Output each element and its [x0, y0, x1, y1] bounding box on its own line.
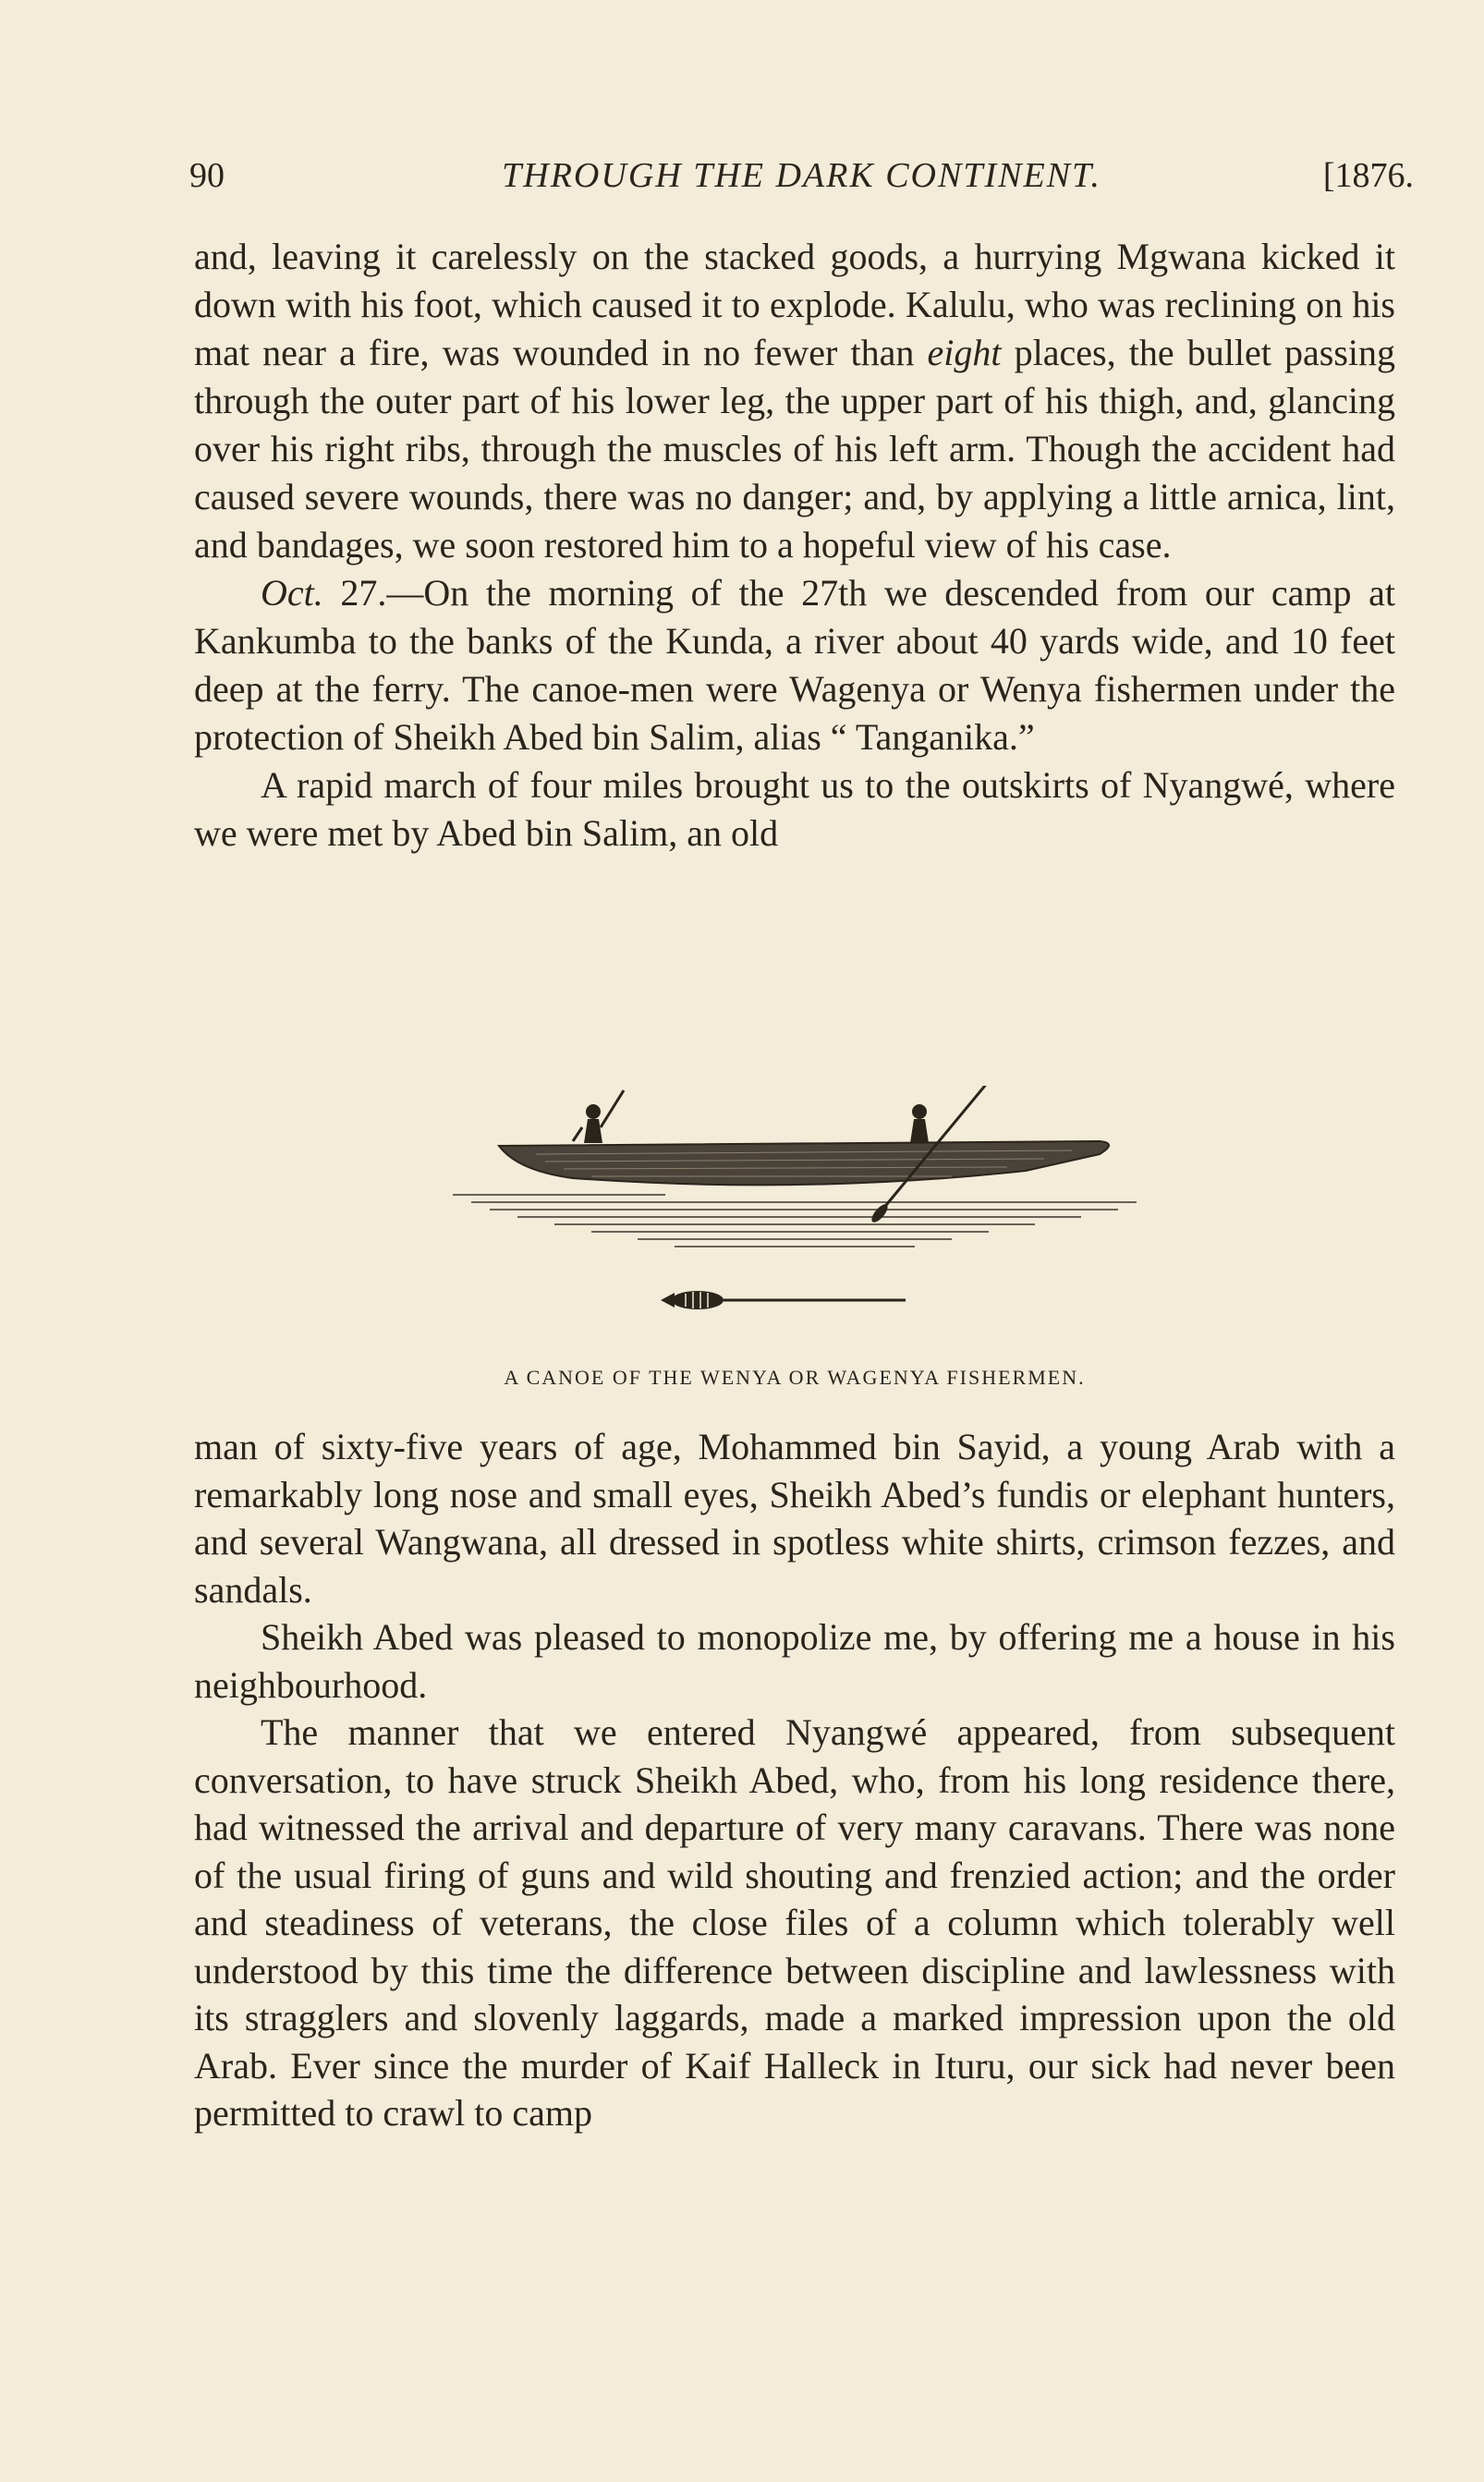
date-label: Oct.	[261, 572, 323, 614]
paragraph: The manner that we entered Nyangwé appeared, from subsequent conversation, to have struck Sheikh Abed, who, from his long residence there, had witnessed the arrival and departure of very many caravans. There was none of the usual firing of guns and wild shouting and frenzied action; and the order and steadiness of veterans, the close files of a column which tolerably well understood by this time the difference between discipline and lawlessness with its stragglers and slovenly laggards, made a marked impression upon the old Arab. Ever since the murder of Kaif Halleck in Ituru, our sick had never been permitted to crawl to camp	[194, 1711, 1395, 2134]
running-title: THROUGH THE DARK CONTINENT.	[502, 156, 1101, 195]
text-block-bottom	[194, 1423, 1395, 2137]
paddle-drawing	[661, 1291, 906, 1309]
figure-caption: A CANOE OF THE WENYA OR WAGENYA FISHERMEN.	[504, 1366, 1086, 1389]
page-header	[189, 155, 1414, 211]
paragraph: Oct. 27.—On the morning of the 27th we descended from our camp at Kankumba to the banks of the Kunda, a river about 40 yards wide, and 10 feet deep at the ferry. The canoe-men were Wagenya or Wenya fishermen under the protection of Sheikh Abed bin Salim, alias “ Tanganika.”	[194, 572, 1395, 758]
canoe-hull	[499, 1141, 1109, 1185]
paragraph: A rapid march of four miles brought us to the outskirts of Nyangwé, where we were met by Abed bin Salim, an old	[194, 764, 1395, 854]
canoe-engraving	[434, 1086, 1174, 1326]
page-number: 90	[189, 156, 225, 195]
paragraph: Sheikh Abed was pleased to monopolize me, by offering me a house in his neighbourhood.	[194, 1616, 1395, 1706]
paddler-left	[573, 1090, 624, 1143]
text-block-top	[194, 233, 1395, 858]
paragraph: man of sixty-five years of age, Mohammed bin Sayid, a young Arab with a remarkably long nose and small eyes, Sheikh Abed’s fundis or elephant hunters, and several Wangwana, all dressed in spotless white shirts, crimson fezzes, and sandals.	[194, 1426, 1395, 1611]
canoe-illustration	[434, 1086, 1174, 1326]
paragraph: and, leaving it carelessly on the stacked goods, a hurrying Mgwana kicked it down with his foot, which caused it to explode. Kalulu, who was reclining on his mat near a fire, was wounded in no fewer than eight places, the bullet passing through the outer part of his lower leg, the upper part of his thigh, and, glancing over his right ribs, through the muscles of his left arm. Though the accident had caused severe wounds, there was no danger; and, by applying a little arnica, lint, and bandages, we soon restored him to a hopeful view of his case.	[194, 236, 1396, 566]
water-lines	[453, 1195, 1137, 1247]
emphasis: eight	[927, 332, 1002, 373]
header-year: [1876.	[1322, 156, 1414, 195]
